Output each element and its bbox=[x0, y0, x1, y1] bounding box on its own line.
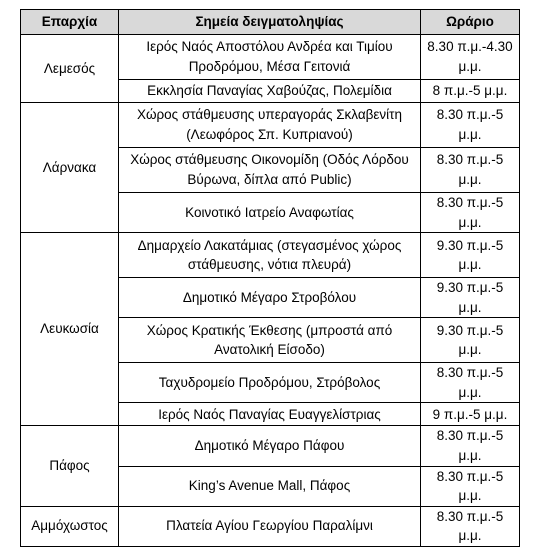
province-cell: Λευκωσία bbox=[21, 233, 119, 426]
location-cell: Χώρος στάθμευσης Οικονομίδη (Οδός Λόρδου Βύρωνα, δίπλα από Public) bbox=[119, 148, 421, 193]
location-cell: Ιερός Ναός Παναγίας Ευαγγελίστριας bbox=[119, 403, 421, 426]
header-province: Επαρχία bbox=[21, 10, 119, 35]
location-cell: Ιερός Ναός Αποστόλου Ανδρέα και Τιμίου Προδρόμου, Μέσα Γειτονιά bbox=[119, 35, 421, 80]
location-cell: King’s Avenue Mall, Πάφος bbox=[119, 466, 421, 506]
hours-cell: 9.30 π.μ.-5 μ.μ. bbox=[421, 278, 520, 318]
table-row bbox=[21, 103, 520, 148]
location-cell: Δημαρχείο Λακατάμιας (στεγασμένος χώρος στάθμευσης, νότια πλευρά) bbox=[119, 233, 421, 278]
hours-cell: 8 π.μ.-5 μ.μ. bbox=[421, 80, 520, 103]
header-location: Σημεία δειγματοληψίας bbox=[119, 10, 421, 35]
header-hours: Ωράριο bbox=[421, 10, 520, 35]
province-cell: Λεμεσός bbox=[21, 35, 119, 103]
hours-cell: 8.30 π.μ.-5 μ.μ. bbox=[421, 426, 520, 466]
location-cell: Εκκλησία Παναγίας Χαβούζας, Πολεμίδια bbox=[119, 80, 421, 103]
location-cell: Χώρος Κρατικής Έκθεσης (μπροστά από Ανατολική Είσοδο) bbox=[119, 318, 421, 363]
hours-cell: 8.30 π.μ.-5 μ.μ. bbox=[421, 466, 520, 506]
location-cell: Χώρος στάθμευσης υπεραγοράς Σκλαβενίτη (Λεωφόρος Σπ. Κυπριανού) bbox=[119, 103, 421, 148]
table-row bbox=[21, 426, 520, 466]
province-cell: Πάφος bbox=[21, 426, 119, 506]
hours-cell: 8.30 π.μ.-5 μ.μ. bbox=[421, 103, 520, 148]
location-cell: Πλατεία Αγίου Γεωργίου Παραλίμνι bbox=[119, 506, 421, 546]
location-cell: Ταχυδρομείο Προδρόμου, Στρόβολος bbox=[119, 363, 421, 403]
hours-cell: 9.30 π.μ.-5 μ.μ. bbox=[421, 233, 520, 278]
hours-cell: 8.30 π.μ.-5 μ.μ. bbox=[421, 148, 520, 193]
hours-cell: 8.30 π.μ.-4.30 μ.μ. bbox=[421, 35, 520, 80]
hours-cell: 8.30 π.μ.-5 μ.μ. bbox=[421, 193, 520, 233]
hours-cell: 9 π.μ.-5 μ.μ. bbox=[421, 403, 520, 426]
sampling-schedule-table bbox=[20, 9, 520, 547]
hours-cell: 8.30 π.μ.-5 μ.μ. bbox=[421, 506, 520, 546]
province-cell: Αμμόχωστος bbox=[21, 506, 119, 546]
table-row bbox=[21, 233, 520, 278]
location-cell: Δημοτικό Μέγαρο Πάφου bbox=[119, 426, 421, 466]
table-row bbox=[21, 506, 520, 546]
hours-cell: 9.30 π.μ.-5 μ.μ. bbox=[421, 318, 520, 363]
location-cell: Κοινοτικό Ιατρείο Αναφωτίας bbox=[119, 193, 421, 233]
province-cell: Λάρνακα bbox=[21, 103, 119, 233]
header-row bbox=[21, 10, 520, 35]
location-cell: Δημοτικό Μέγαρο Στροβόλου bbox=[119, 278, 421, 318]
hours-cell: 8.30 π.μ.-5 μ.μ. bbox=[421, 363, 520, 403]
table-row bbox=[21, 35, 520, 80]
